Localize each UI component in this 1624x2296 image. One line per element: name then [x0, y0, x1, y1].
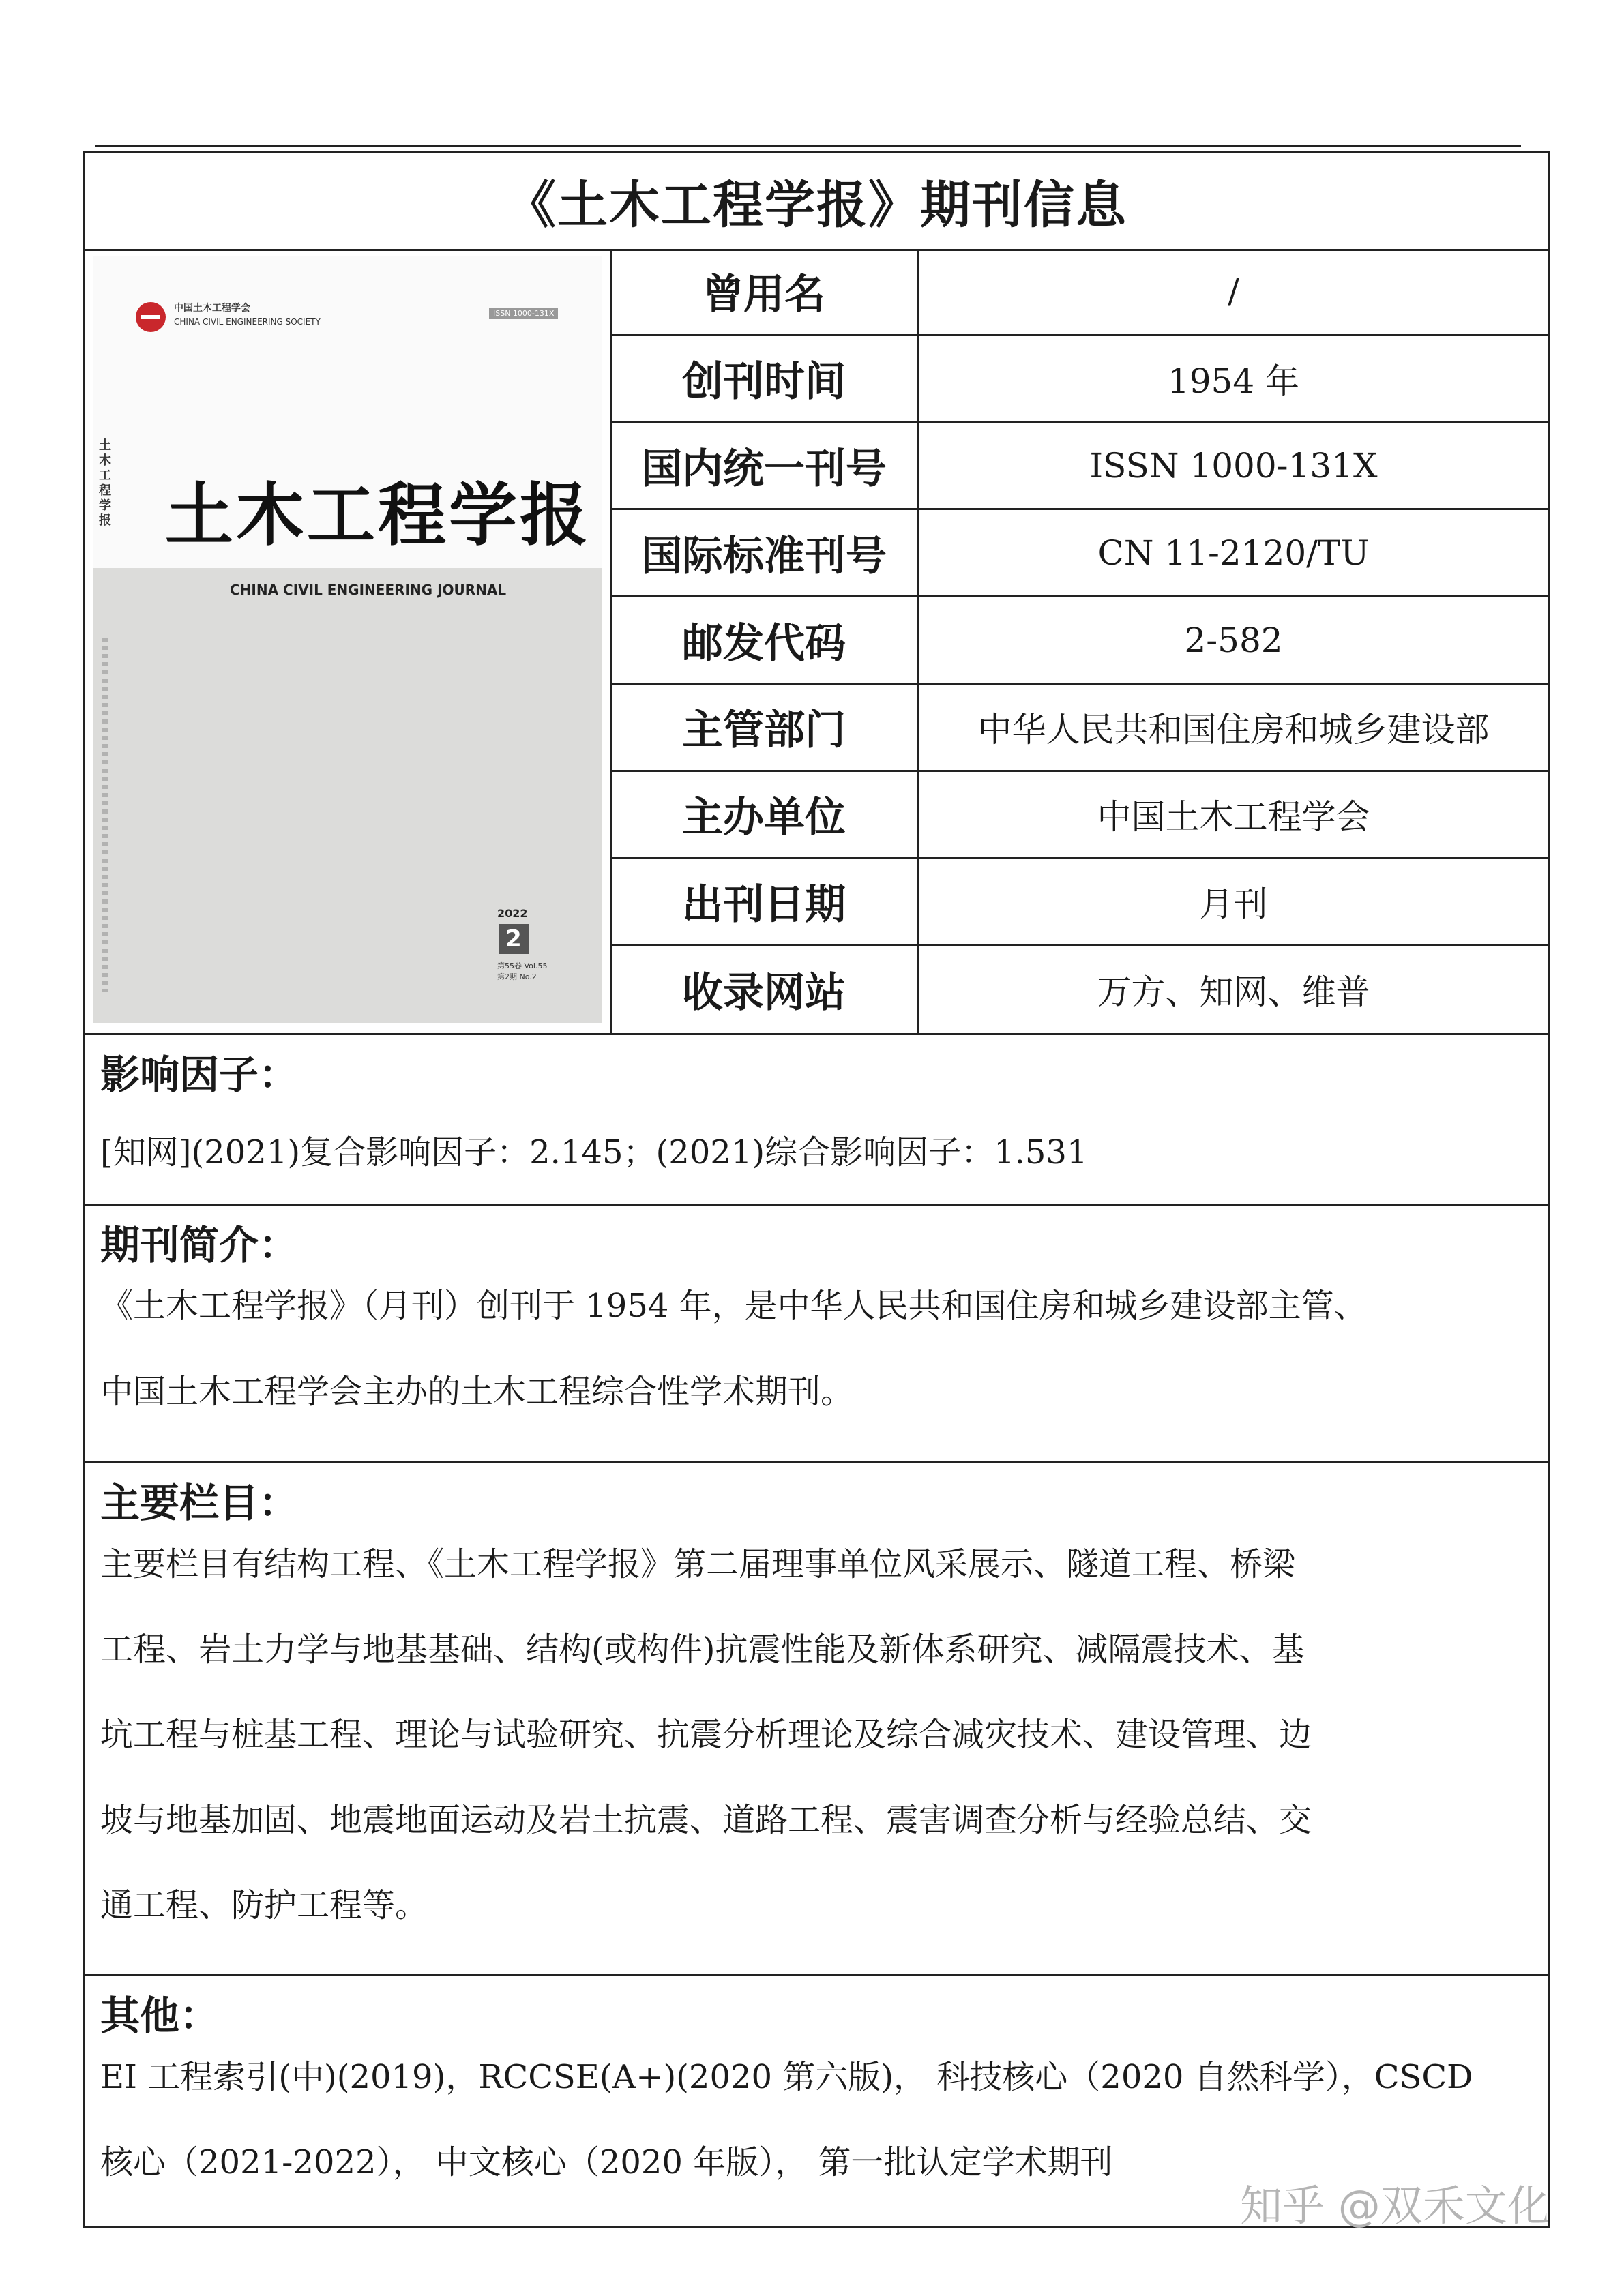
cover-title-cn: 土木工程学报 — [165, 475, 591, 555]
cover-volume-line2: 第2期 No.2 — [497, 972, 537, 981]
cover-society-en: CHINA CIVIL ENGINEERING SOCIETY — [174, 317, 321, 327]
info-value: ISSN 1000-131X — [1089, 445, 1378, 486]
info-row-postal-code — [610, 597, 1548, 685]
cover-year: 2022 — [497, 907, 528, 920]
info-row-former-name — [610, 249, 1548, 336]
info-row-domestic-number — [610, 423, 1548, 511]
cover-spine-text — [102, 638, 108, 992]
info-label: 收录网站 — [610, 946, 919, 1033]
society-logo-icon — [136, 302, 166, 332]
info-row-supervisor — [610, 685, 1548, 772]
zhihu-watermark: 知乎 @双禾文化 — [1240, 2181, 1550, 2231]
info-label: 曾用名 — [610, 249, 919, 334]
info-value: 中华人民共和国住房和城乡建设部 — [977, 710, 1490, 750]
columns-text — [100, 1522, 1537, 1948]
info-label: 主管部门 — [610, 685, 919, 770]
columns-line: 通工程、防护工程等。 — [100, 1886, 428, 1924]
intro-section — [85, 1204, 1548, 1461]
info-label: 国内统一刊号 — [610, 423, 919, 509]
other-line: EI 工程索引(中)(2019)，RCCSE(A+)(2020 第六版)， 科技核心（2020 自然科学），CSCD — [100, 2058, 1473, 2096]
other-heading: 其他： — [100, 1993, 220, 2039]
info-row-founded — [610, 336, 1548, 423]
info-row-frequency — [610, 859, 1548, 946]
intro-heading: 期刊简介： — [100, 1222, 299, 1268]
other-line: 核心（2021-2022）， 中文核心（2020 年版）， 第一批认定学术期刊 — [100, 2143, 1113, 2181]
cover-title-en: CHINA CIVIL ENGINEERING JOURNAL — [230, 582, 507, 598]
columns-line: 主要栏目有结构工程、《土木工程学报》第二届理事单位风采展示、隧道工程、桥梁 — [100, 1545, 1296, 1583]
columns-heading: 主要栏目： — [100, 1480, 299, 1526]
info-row-indexed-sites — [610, 946, 1548, 1033]
cover-volume-line1: 第55卷 Vol.55 — [497, 961, 548, 970]
info-label: 国际标准刊号 — [610, 510, 919, 595]
intro-line: 中国土木工程学会主办的土木工程综合性学术期刊。 — [100, 1373, 854, 1411]
info-label: 主办单位 — [610, 772, 919, 857]
columns-line: 坡与地基加固、地震地面运动及岩土抗震、道路工程、震害调查分析与经验总结、交 — [100, 1801, 1312, 1839]
cover-society-cn: 中国土木工程学会 — [174, 303, 250, 314]
cover-cell — [85, 249, 612, 1033]
impact-text: [知网](2021)复合影响因子：2.145；(2021)综合影响因子：1.531 — [100, 1133, 1088, 1172]
journal-info-table — [83, 151, 1550, 2228]
info-label: 邮发代码 — [610, 597, 919, 683]
intro-line: 《土木工程学报》（月刊）创刊于 1954 年，是中华人民共和国住房和城乡建设部主管、 — [100, 1287, 1367, 1325]
info-value: 中国土木工程学会 — [1097, 797, 1370, 837]
cover-vertical-title: 土木工程学报 — [99, 438, 111, 528]
info-row-international-number — [610, 510, 1548, 597]
info-value: 万方、知网、维普 — [1097, 972, 1370, 1013]
columns-line: 工程、岩土力学与地基基础、结构(或构件)抗震性能及新体系研究、减隔震技术、基 — [100, 1630, 1305, 1669]
cover-volume — [497, 961, 547, 983]
columns-line: 坑工程与桩基工程、理论与试验研究、抗震分析理论及综合减灾技术、建设管理、边 — [100, 1716, 1312, 1754]
info-value: / — [1228, 271, 1239, 312]
journal-cover-image — [93, 256, 602, 1023]
info-value: CN 11-2120/TU — [1097, 533, 1370, 573]
cover-issue-number: 2 — [499, 924, 529, 954]
info-label: 创刊时间 — [610, 336, 919, 421]
info-table — [610, 249, 1548, 1033]
impact-factor-section — [85, 1033, 1548, 1204]
info-row-sponsor — [610, 772, 1548, 859]
info-value: 月刊 — [1199, 884, 1268, 924]
top-rule — [95, 145, 1521, 147]
info-value: 2-582 — [1184, 620, 1283, 660]
info-label: 出刊日期 — [610, 859, 919, 944]
columns-section — [85, 1461, 1548, 1974]
info-value: 1954 年 — [1167, 361, 1300, 402]
impact-heading: 影响因子： — [100, 1052, 299, 1098]
page-title: 《土木工程学报》期刊信息 — [85, 153, 1548, 251]
cover-issn-tag: ISSN 1000-131X — [489, 308, 558, 319]
intro-text — [100, 1263, 1537, 1435]
